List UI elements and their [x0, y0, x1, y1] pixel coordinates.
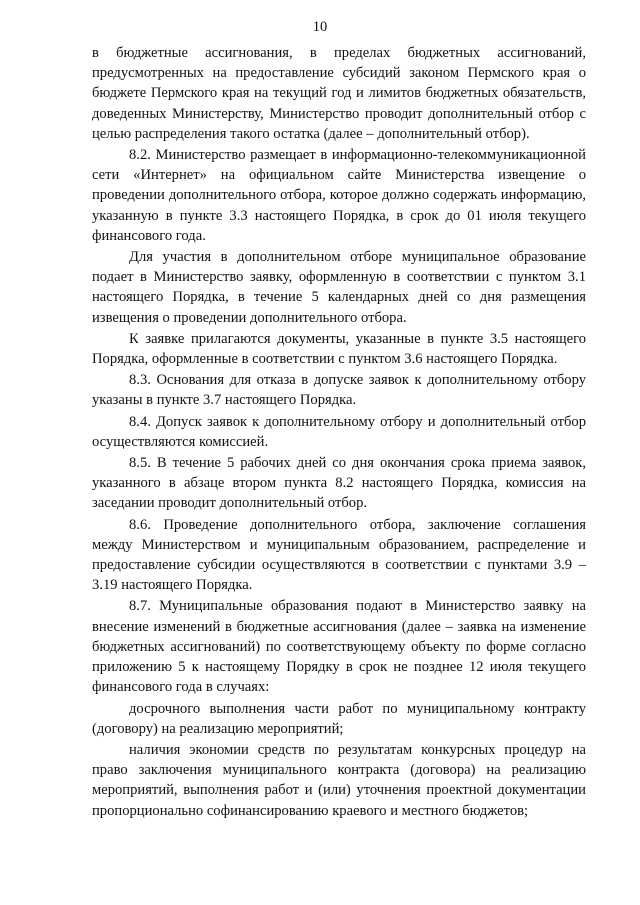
- paragraph: 8.7. Муниципальные образования подают в Министерство заявку на внесение изменений в бюджетные ассигнования (далее – заявка на изменение бюджетных ассигнований) по соответствующему объекту по форме согласно приложению 5 к настоящему Порядку в срок не позднее 12 июля текущего финансового года в случаях:: [92, 598, 586, 696]
- paragraph: 8.3. Основания для отказа в допуске заявок к дополнительному отбору указаны в пункте 3.7 настоящего Порядка.: [92, 372, 586, 409]
- page-number: 10: [312, 19, 328, 35]
- paragraph: 8.5. В течение 5 рабочих дней со дня окончания срока приема заявок, указанного в абзаце втором пункта 8.2 настоящего Порядка, комиссия на заседании проводит дополнительный отбор.: [92, 455, 586, 512]
- paragraph: 8.2. Министерство размещает в информационно-телекоммуникационной сети «Интернет» на официальном сайте Министерства извещение о проведении дополнительного отбора, которое должно содержать информацию, указанную в пункте 3.3 настоящего Порядка, в срок до 01 июля текущего финансового года.: [92, 147, 586, 244]
- paragraph: в бюджетные ассигнования, в пределах бюджетных ассигнований, предусмотренных на предоставление субсидий законом Пермского края о бюджете Пермского края на текущий год и лимитов бюджетных обязательств, доведенных Министерству, Министерство проводит дополнительный отбор с целью распределения такого остатка (далее – дополнительный отбор).: [92, 45, 586, 142]
- paragraph: 8.6. Проведение дополнительного отбора, заключение соглашения между Министерством и муниципальным образованием, распределение и предоставление субсидии осуществляются в соответствии с пунктами 3.9 – 3.19 настоящего Порядка.: [92, 516, 586, 594]
- document-body: [92, 43, 586, 822]
- paragraph: досрочного выполнения части работ по муниципальному контракту (договору) на реализацию мероприятий;: [92, 700, 586, 737]
- paragraph: наличия экономии средств по результатам конкурсных процедур на право заключения муниципального контракта (договора) на реализацию мероприятий, выполнения работ и (или) уточнения проектной документации пропорционально софинансированию краевого и местного бюджетов;: [92, 741, 586, 819]
- paragraph: Для участия в дополнительном отборе муниципальное образование подает в Министерство заявку, оформленную в соответствии с пунктом 3.1 настоящего Порядка, в течение 5 календарных дней со дня размещения извещения о проведении дополнительного отбора.: [92, 249, 586, 326]
- paragraph: 8.4. Допуск заявок к дополнительному отбору и дополнительный отбор осуществляются комиссией.: [92, 413, 586, 450]
- paragraph: К заявке прилагаются документы, указанные в пункте 3.5 настоящего Порядка, оформленные в соответствии с пунктом 3.6 настоящего Порядка.: [92, 330, 586, 368]
